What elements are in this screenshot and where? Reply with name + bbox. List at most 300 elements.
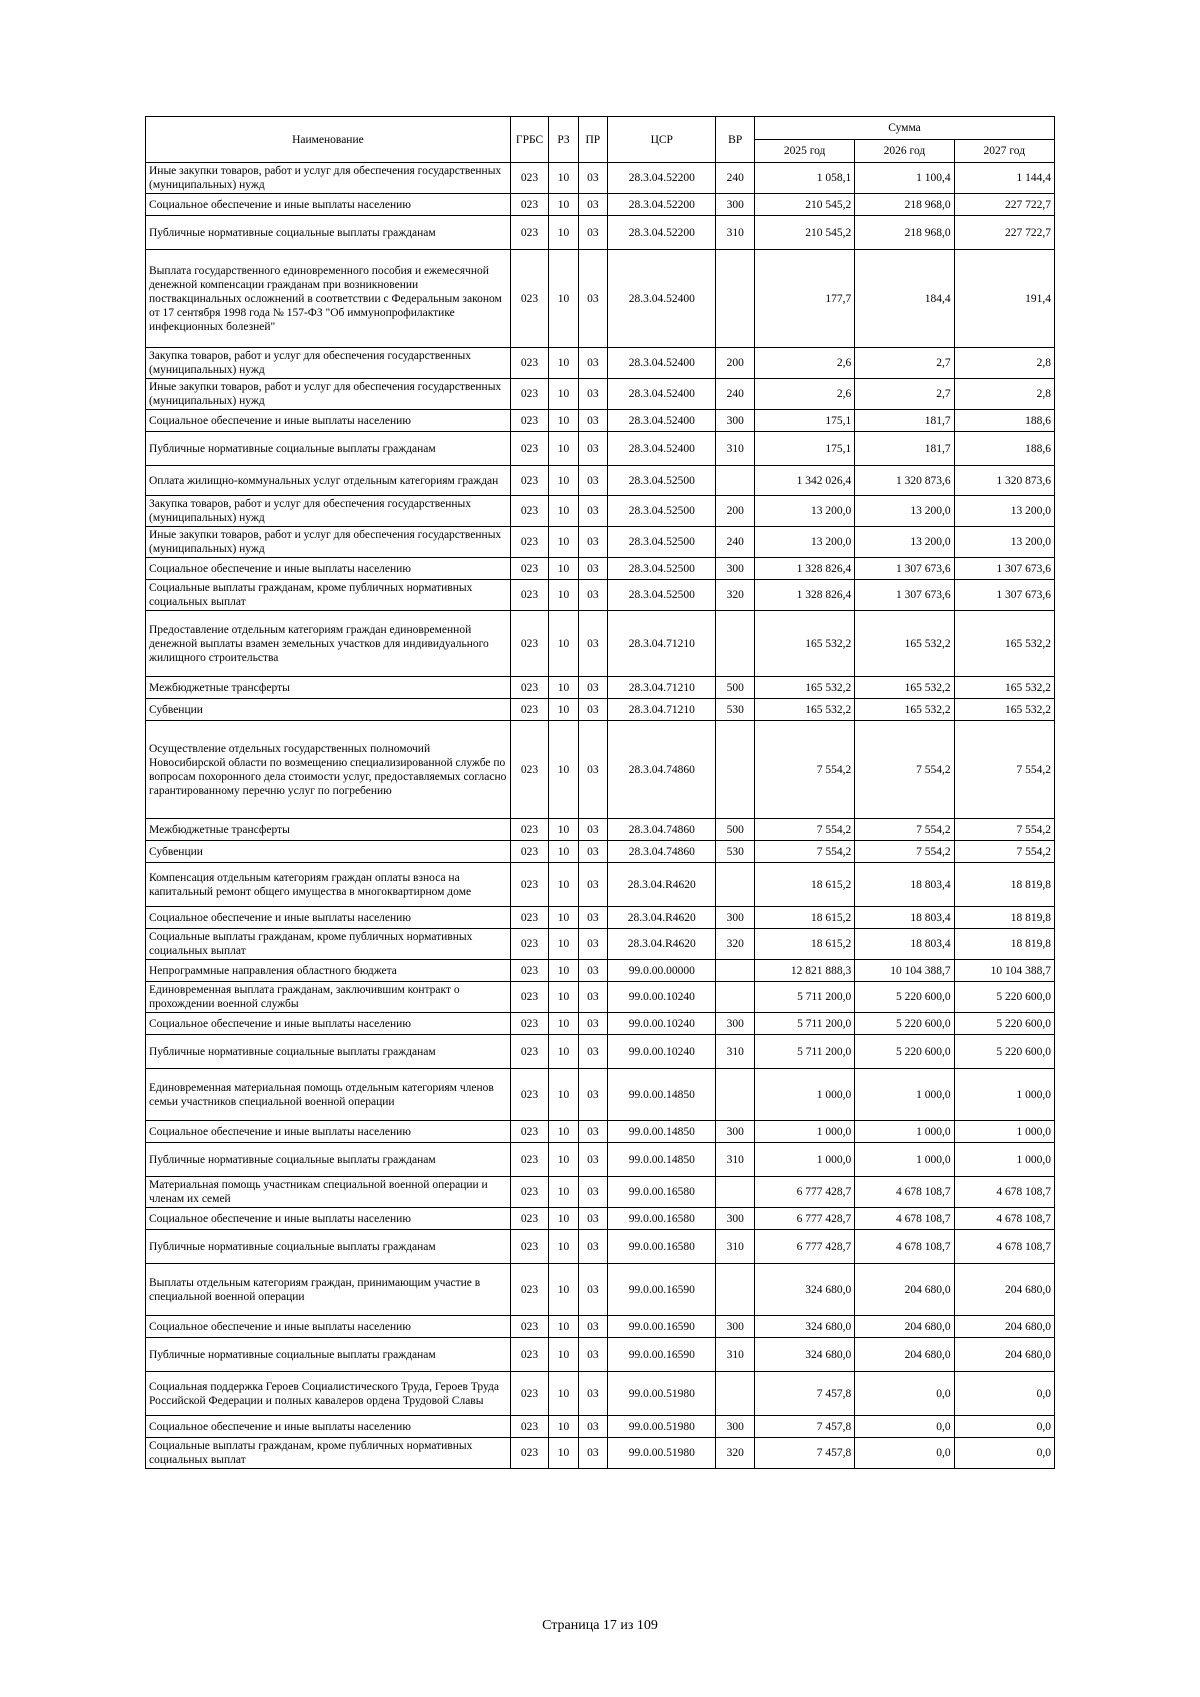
table-cell-2026: 10 104 388,7 (855, 960, 954, 982)
table-cell-csr: 99.0.00.10240 (608, 1013, 716, 1035)
table-cell-pr: 03 (578, 677, 607, 699)
table-cell-2026: 7 554,2 (855, 841, 954, 863)
table-cell-csr: 28.3.04.74860 (608, 841, 716, 863)
table-cell-rz: 10 (549, 379, 578, 410)
table-cell-csr: 99.0.00.10240 (608, 1035, 716, 1069)
table-cell-grbs: 023 (510, 1416, 549, 1438)
table-cell-rz: 10 (549, 1316, 578, 1338)
table-row (146, 982, 1055, 1013)
table-cell-grbs: 023 (510, 841, 549, 863)
table-cell-name: Социальное обеспечение и иные выплаты населению (146, 1316, 511, 1338)
table-cell-pr: 03 (578, 907, 607, 929)
table-header (146, 117, 1055, 163)
table-cell-rz: 10 (549, 1143, 578, 1177)
table-cell-2027: 0,0 (954, 1416, 1054, 1438)
table-cell-2025: 12 821 888,3 (754, 960, 854, 982)
table-cell-2027: 0,0 (954, 1372, 1054, 1416)
table-cell-2027: 0,0 (954, 1438, 1054, 1469)
table-cell-csr: 99.0.00.16580 (608, 1177, 716, 1208)
table-cell-pr: 03 (578, 863, 607, 907)
table-cell-grbs: 023 (510, 432, 549, 466)
table-cell-2026: 7 554,2 (855, 721, 954, 819)
table-cell-rz: 10 (549, 960, 578, 982)
header-rz: РЗ (549, 117, 578, 163)
table-cell-pr: 03 (578, 379, 607, 410)
table-cell-2027: 204 680,0 (954, 1316, 1054, 1338)
table-cell-2025: 175,1 (754, 432, 854, 466)
table-cell-grbs: 023 (510, 1143, 549, 1177)
table-cell-pr: 03 (578, 1013, 607, 1035)
table-cell-rz: 10 (549, 1177, 578, 1208)
table-cell-pr: 03 (578, 929, 607, 960)
table-cell-2027: 1 000,0 (954, 1121, 1054, 1143)
table-cell-csr: 99.0.00.16590 (608, 1338, 716, 1372)
table-cell-csr: 99.0.00.51980 (608, 1438, 716, 1469)
table-cell-vr: 240 (716, 379, 755, 410)
table-cell-csr: 28.3.04.52200 (608, 194, 716, 216)
table-cell-2027: 188,6 (954, 410, 1054, 432)
table-cell-2025: 5 711 200,0 (754, 1013, 854, 1035)
table-cell-rz: 10 (549, 1208, 578, 1230)
table-cell-vr: 300 (716, 1316, 755, 1338)
table-cell-rz: 10 (549, 496, 578, 527)
table-cell-rz: 10 (549, 611, 578, 677)
table-cell-vr: 530 (716, 699, 755, 721)
table-cell-rz: 10 (549, 1416, 578, 1438)
table-cell-2025: 7 457,8 (754, 1372, 854, 1416)
table-cell-pr: 03 (578, 721, 607, 819)
table-cell-grbs: 023 (510, 1013, 549, 1035)
table-cell-csr: 28.3.04.52400 (608, 432, 716, 466)
table-cell-vr (716, 466, 755, 496)
table-row (146, 1230, 1055, 1264)
table-cell-2025: 324 680,0 (754, 1316, 854, 1338)
table-cell-rz: 10 (549, 1230, 578, 1264)
table-cell-name: Оплата жилищно-коммунальных услуг отдельным категориям граждан (146, 466, 511, 496)
table-cell-rz: 10 (549, 1069, 578, 1121)
table-cell-2025: 177,7 (754, 250, 854, 348)
table-cell-rz: 10 (549, 580, 578, 611)
table-row (146, 1416, 1055, 1438)
table-cell-name: Социальное обеспечение и иные выплаты населению (146, 1416, 511, 1438)
table-cell-pr: 03 (578, 1069, 607, 1121)
table-row (146, 527, 1055, 558)
table-cell-csr: 28.3.04.52500 (608, 527, 716, 558)
table-row (146, 721, 1055, 819)
table-cell-2027: 7 554,2 (954, 841, 1054, 863)
table-cell-2027: 165 532,2 (954, 699, 1054, 721)
table-cell-csr: 99.0.00.00000 (608, 960, 716, 982)
table-cell-pr: 03 (578, 960, 607, 982)
table-cell-csr: 28.3.04.52400 (608, 410, 716, 432)
table-cell-name: Социальные выплаты гражданам, кроме публичных нормативных социальных выплат (146, 929, 511, 960)
table-cell-vr (716, 960, 755, 982)
table-cell-vr: 310 (716, 1035, 755, 1069)
table-cell-name: Выплаты отдельным категориям граждан, принимающим участие в специальной военной операции (146, 1264, 511, 1316)
table-cell-2025: 1 000,0 (754, 1069, 854, 1121)
table-cell-2026: 204 680,0 (855, 1338, 954, 1372)
table-cell-csr: 28.3.04.R4620 (608, 863, 716, 907)
table-cell-vr (716, 611, 755, 677)
table-cell-name: Социальное обеспечение и иные выплаты населению (146, 1121, 511, 1143)
table-cell-2025: 1 000,0 (754, 1143, 854, 1177)
table-cell-name: Социальная поддержка Героев Социалистического Труда, Героев Труда Российской Федерации и полных кавалеров ордена Трудовой Славы (146, 1372, 511, 1416)
table-cell-2025: 18 615,2 (754, 929, 854, 960)
table-cell-name: Компенсация отдельным категориям граждан оплаты взноса на капитальный ремонт общего имущества в многоквартирном доме (146, 863, 511, 907)
table-row (146, 580, 1055, 611)
table-cell-pr: 03 (578, 410, 607, 432)
table-cell-grbs: 023 (510, 379, 549, 410)
table-row (146, 1316, 1055, 1338)
table-cell-rz: 10 (549, 348, 578, 379)
table-cell-name: Публичные нормативные социальные выплаты гражданам (146, 1338, 511, 1372)
table-row (146, 841, 1055, 863)
table-cell-grbs: 023 (510, 1264, 549, 1316)
table-cell-2025: 175,1 (754, 410, 854, 432)
table-cell-2025: 1 058,1 (754, 163, 854, 194)
table-cell-name: Предоставление отдельным категориям граждан единовременной денежной выплаты взамен земельных участков для индивидуального жилищного строительства (146, 611, 511, 677)
table-cell-grbs: 023 (510, 1230, 549, 1264)
table-cell-rz: 10 (549, 1035, 578, 1069)
table-cell-2025: 210 545,2 (754, 216, 854, 250)
table-cell-grbs: 023 (510, 1316, 549, 1338)
table-cell-2025: 6 777 428,7 (754, 1208, 854, 1230)
table-cell-2027: 5 220 600,0 (954, 1013, 1054, 1035)
table-cell-rz: 10 (549, 721, 578, 819)
table-cell-pr: 03 (578, 216, 607, 250)
table-cell-pr: 03 (578, 611, 607, 677)
table-row (146, 194, 1055, 216)
table-cell-name: Социальное обеспечение и иные выплаты населению (146, 410, 511, 432)
header-name: Наименование (146, 117, 511, 163)
table-cell-pr: 03 (578, 432, 607, 466)
table-cell-vr: 240 (716, 527, 755, 558)
table-cell-2025: 210 545,2 (754, 194, 854, 216)
table-cell-2027: 18 819,8 (954, 863, 1054, 907)
table-cell-2026: 0,0 (855, 1372, 954, 1416)
table-cell-2027: 188,6 (954, 432, 1054, 466)
table-cell-csr: 28.3.04.74860 (608, 819, 716, 841)
table-cell-2026: 5 220 600,0 (855, 1035, 954, 1069)
table-cell-pr: 03 (578, 1208, 607, 1230)
table-cell-2025: 13 200,0 (754, 527, 854, 558)
header-csr: ЦСР (608, 117, 716, 163)
table-cell-vr: 300 (716, 907, 755, 929)
table-cell-rz: 10 (549, 466, 578, 496)
table-cell-csr: 99.0.00.16590 (608, 1316, 716, 1338)
table-cell-rz: 10 (549, 699, 578, 721)
table-cell-name: Публичные нормативные социальные выплаты гражданам (146, 1230, 511, 1264)
table-row (146, 250, 1055, 348)
table-cell-grbs: 023 (510, 1121, 549, 1143)
table-cell-2026: 4 678 108,7 (855, 1208, 954, 1230)
table-cell-2026: 181,7 (855, 432, 954, 466)
table-cell-pr: 03 (578, 1316, 607, 1338)
table-cell-pr: 03 (578, 699, 607, 721)
table-cell-grbs: 023 (510, 982, 549, 1013)
table-row (146, 1208, 1055, 1230)
table-cell-name: Иные закупки товаров, работ и услуг для обеспечения государственных (муниципальных) нужд (146, 379, 511, 410)
table-cell-name: Иные закупки товаров, работ и услуг для обеспечения государственных (муниципальных) нужд (146, 527, 511, 558)
table-row (146, 677, 1055, 699)
table-cell-vr: 200 (716, 496, 755, 527)
table-row (146, 348, 1055, 379)
table-cell-grbs: 023 (510, 1372, 549, 1416)
table-cell-2026: 2,7 (855, 348, 954, 379)
table-cell-vr: 320 (716, 1438, 755, 1469)
table-cell-2027: 227 722,7 (954, 194, 1054, 216)
table-cell-pr: 03 (578, 982, 607, 1013)
table-cell-rz: 10 (549, 1338, 578, 1372)
table-cell-pr: 03 (578, 841, 607, 863)
table-row (146, 216, 1055, 250)
table-cell-name: Осуществление отдельных государственных полномочий Новосибирской области по возмещению специализированной службе по вопросам похоронного дела стоимости услуг, предоставляемых согласно гарантированному перечню услуг по погребению (146, 721, 511, 819)
header-pr: ПР (578, 117, 607, 163)
table-cell-csr: 28.3.04.52500 (608, 496, 716, 527)
table-cell-2026: 1 000,0 (855, 1121, 954, 1143)
table-cell-2026: 5 220 600,0 (855, 982, 954, 1013)
table-cell-pr: 03 (578, 348, 607, 379)
table-cell-rz: 10 (549, 929, 578, 960)
table-cell-2027: 7 554,2 (954, 721, 1054, 819)
table-cell-2026: 18 803,4 (855, 929, 954, 960)
table-cell-pr: 03 (578, 1230, 607, 1264)
table-row (146, 496, 1055, 527)
table-cell-2026: 181,7 (855, 410, 954, 432)
table-cell-csr: 28.3.04.71210 (608, 699, 716, 721)
table-cell-2026: 165 532,2 (855, 699, 954, 721)
table-cell-2025: 7 554,2 (754, 721, 854, 819)
table-row (146, 558, 1055, 580)
table-cell-2025: 7 457,8 (754, 1416, 854, 1438)
header-sum: Сумма (754, 117, 1054, 140)
table-cell-name: Иные закупки товаров, работ и услуг для обеспечения государственных (муниципальных) нужд (146, 163, 511, 194)
table-cell-2026: 1 000,0 (855, 1069, 954, 1121)
table-cell-grbs: 023 (510, 907, 549, 929)
table-cell-vr (716, 982, 755, 1013)
table-cell-2025: 5 711 200,0 (754, 1035, 854, 1069)
header-grbs: ГРБС (510, 117, 549, 163)
table-cell-name: Публичные нормативные социальные выплаты гражданам (146, 1035, 511, 1069)
table-cell-2027: 13 200,0 (954, 527, 1054, 558)
table-cell-grbs: 023 (510, 348, 549, 379)
table-cell-2026: 18 803,4 (855, 863, 954, 907)
table-cell-2027: 1 320 873,6 (954, 466, 1054, 496)
table-cell-vr: 300 (716, 1121, 755, 1143)
table-cell-pr: 03 (578, 163, 607, 194)
table-cell-pr: 03 (578, 1035, 607, 1069)
table-cell-2027: 4 678 108,7 (954, 1230, 1054, 1264)
table-row (146, 699, 1055, 721)
table-cell-rz: 10 (549, 982, 578, 1013)
table-cell-vr: 300 (716, 1208, 755, 1230)
table-cell-csr: 28.3.04.52400 (608, 379, 716, 410)
table-cell-2027: 10 104 388,7 (954, 960, 1054, 982)
table-cell-rz: 10 (549, 677, 578, 699)
table-cell-pr: 03 (578, 1438, 607, 1469)
table-row (146, 1177, 1055, 1208)
table-cell-2025: 13 200,0 (754, 496, 854, 527)
table-cell-vr: 240 (716, 163, 755, 194)
table-cell-csr: 99.0.00.10240 (608, 982, 716, 1013)
table-cell-pr: 03 (578, 558, 607, 580)
table-cell-csr: 28.3.04.52400 (608, 348, 716, 379)
table-cell-2027: 13 200,0 (954, 496, 1054, 527)
table-cell-2025: 165 532,2 (754, 677, 854, 699)
table-cell-name: Социальное обеспечение и иные выплаты населению (146, 1208, 511, 1230)
table-cell-2025: 6 777 428,7 (754, 1230, 854, 1264)
table-cell-name: Закупка товаров, работ и услуг для обеспечения государственных (муниципальных) нужд (146, 348, 511, 379)
table-cell-vr (716, 1264, 755, 1316)
table-cell-2027: 1 307 673,6 (954, 580, 1054, 611)
table-cell-2027: 7 554,2 (954, 819, 1054, 841)
table-cell-name: Материальная помощь участникам специальной военной операции и членам их семей (146, 1177, 511, 1208)
table-cell-2026: 13 200,0 (855, 496, 954, 527)
table-cell-2027: 204 680,0 (954, 1264, 1054, 1316)
table-cell-name: Публичные нормативные социальные выплаты гражданам (146, 432, 511, 466)
table-cell-pr: 03 (578, 1264, 607, 1316)
table-cell-grbs: 023 (510, 863, 549, 907)
table-row (146, 1121, 1055, 1143)
table-cell-2025: 165 532,2 (754, 699, 854, 721)
table-cell-2026: 1 100,4 (855, 163, 954, 194)
table-cell-grbs: 023 (510, 960, 549, 982)
table-cell-grbs: 023 (510, 1035, 549, 1069)
table-cell-pr: 03 (578, 580, 607, 611)
table-cell-2025: 1 328 826,4 (754, 558, 854, 580)
table-cell-pr: 03 (578, 1143, 607, 1177)
table-cell-2025: 5 711 200,0 (754, 982, 854, 1013)
table-cell-csr: 99.0.00.51980 (608, 1416, 716, 1438)
table-cell-rz: 10 (549, 216, 578, 250)
table-cell-rz: 10 (549, 1121, 578, 1143)
table-cell-name: Единовременная материальная помощь отдельным категориям членов семьи участников специальной военной операции (146, 1069, 511, 1121)
table-cell-2025: 18 615,2 (754, 907, 854, 929)
table-cell-pr: 03 (578, 1121, 607, 1143)
table-cell-2026: 184,4 (855, 250, 954, 348)
table-cell-grbs: 023 (510, 1438, 549, 1469)
table-cell-2025: 6 777 428,7 (754, 1177, 854, 1208)
table-cell-vr: 310 (716, 216, 755, 250)
table-cell-rz: 10 (549, 1438, 578, 1469)
table-body (146, 163, 1055, 1469)
table-cell-csr: 99.0.00.14850 (608, 1069, 716, 1121)
table-cell-csr: 28.3.04.R4620 (608, 929, 716, 960)
table-cell-grbs: 023 (510, 677, 549, 699)
table-cell-vr: 300 (716, 410, 755, 432)
table-row (146, 611, 1055, 677)
table-cell-csr: 28.3.04.52500 (608, 580, 716, 611)
table-cell-2025: 1 000,0 (754, 1121, 854, 1143)
table-cell-csr: 28.3.04.52200 (608, 163, 716, 194)
table-cell-grbs: 023 (510, 558, 549, 580)
table-cell-2027: 5 220 600,0 (954, 1035, 1054, 1069)
table-cell-2027: 18 819,8 (954, 929, 1054, 960)
table-cell-2026: 5 220 600,0 (855, 1013, 954, 1035)
table-cell-vr: 500 (716, 677, 755, 699)
table-cell-grbs: 023 (510, 1338, 549, 1372)
table-cell-2025: 1 342 026,4 (754, 466, 854, 496)
table-cell-pr: 03 (578, 1416, 607, 1438)
table-cell-rz: 10 (549, 863, 578, 907)
table-row (146, 1264, 1055, 1316)
table-cell-csr: 28.3.04.52400 (608, 250, 716, 348)
table-cell-name: Социальное обеспечение и иные выплаты населению (146, 194, 511, 216)
table-cell-csr: 99.0.00.16590 (608, 1264, 716, 1316)
table-cell-vr: 310 (716, 1143, 755, 1177)
table-cell-vr: 320 (716, 929, 755, 960)
table-cell-vr: 320 (716, 580, 755, 611)
table-row (146, 1438, 1055, 1469)
table-cell-name: Социальное обеспечение и иные выплаты населению (146, 907, 511, 929)
table-cell-grbs: 023 (510, 699, 549, 721)
table-cell-grbs: 023 (510, 527, 549, 558)
table-cell-2025: 324 680,0 (754, 1264, 854, 1316)
table-cell-pr: 03 (578, 466, 607, 496)
table-row (146, 1338, 1055, 1372)
table-cell-rz: 10 (549, 163, 578, 194)
table-cell-2027: 1 307 673,6 (954, 558, 1054, 580)
table-cell-vr (716, 250, 755, 348)
table-cell-pr: 03 (578, 1177, 607, 1208)
table-cell-name: Социальные выплаты гражданам, кроме публичных нормативных социальных выплат (146, 1438, 511, 1469)
table-cell-csr: 99.0.00.16580 (608, 1208, 716, 1230)
header-vr: ВР (716, 117, 755, 163)
table-cell-2027: 1 000,0 (954, 1143, 1054, 1177)
table-cell-vr (716, 1177, 755, 1208)
table-cell-vr: 300 (716, 1013, 755, 1035)
table-cell-name: Единовременная выплата гражданам, заключившим контракт о прохождении военной службы (146, 982, 511, 1013)
table-cell-2027: 165 532,2 (954, 677, 1054, 699)
table-cell-name: Социальные выплаты гражданам, кроме публичных нормативных социальных выплат (146, 580, 511, 611)
table-cell-rz: 10 (549, 432, 578, 466)
table-cell-2026: 204 680,0 (855, 1264, 954, 1316)
table-cell-vr (716, 1372, 755, 1416)
table-cell-name: Субвенции (146, 699, 511, 721)
table-row (146, 1013, 1055, 1035)
table-cell-2026: 0,0 (855, 1416, 954, 1438)
table-cell-grbs: 023 (510, 216, 549, 250)
table-row (146, 1035, 1055, 1069)
table-cell-grbs: 023 (510, 1177, 549, 1208)
table-cell-name: Межбюджетные трансферты (146, 677, 511, 699)
table-cell-grbs: 023 (510, 410, 549, 432)
table-cell-csr: 99.0.00.14850 (608, 1143, 716, 1177)
table-cell-rz: 10 (549, 250, 578, 348)
table-cell-grbs: 023 (510, 1069, 549, 1121)
table-cell-pr: 03 (578, 1338, 607, 1372)
table-cell-pr: 03 (578, 250, 607, 348)
table-row (146, 907, 1055, 929)
table-cell-2026: 7 554,2 (855, 819, 954, 841)
table-cell-csr: 28.3.04.52500 (608, 558, 716, 580)
table-cell-grbs: 023 (510, 250, 549, 348)
table-cell-rz: 10 (549, 1264, 578, 1316)
table-cell-csr: 28.3.04.52500 (608, 466, 716, 496)
table-cell-vr: 310 (716, 1338, 755, 1372)
table-cell-rz: 10 (549, 1372, 578, 1416)
table-row (146, 819, 1055, 841)
table-cell-2027: 18 819,8 (954, 907, 1054, 929)
table-row (146, 1069, 1055, 1121)
table-cell-2027: 227 722,7 (954, 216, 1054, 250)
table-cell-csr: 28.3.04.74860 (608, 721, 716, 819)
table-cell-2025: 2,6 (754, 348, 854, 379)
table-row (146, 432, 1055, 466)
table-cell-2027: 165 532,2 (954, 611, 1054, 677)
table-cell-2025: 7 457,8 (754, 1438, 854, 1469)
table-cell-2026: 1 307 673,6 (855, 580, 954, 611)
